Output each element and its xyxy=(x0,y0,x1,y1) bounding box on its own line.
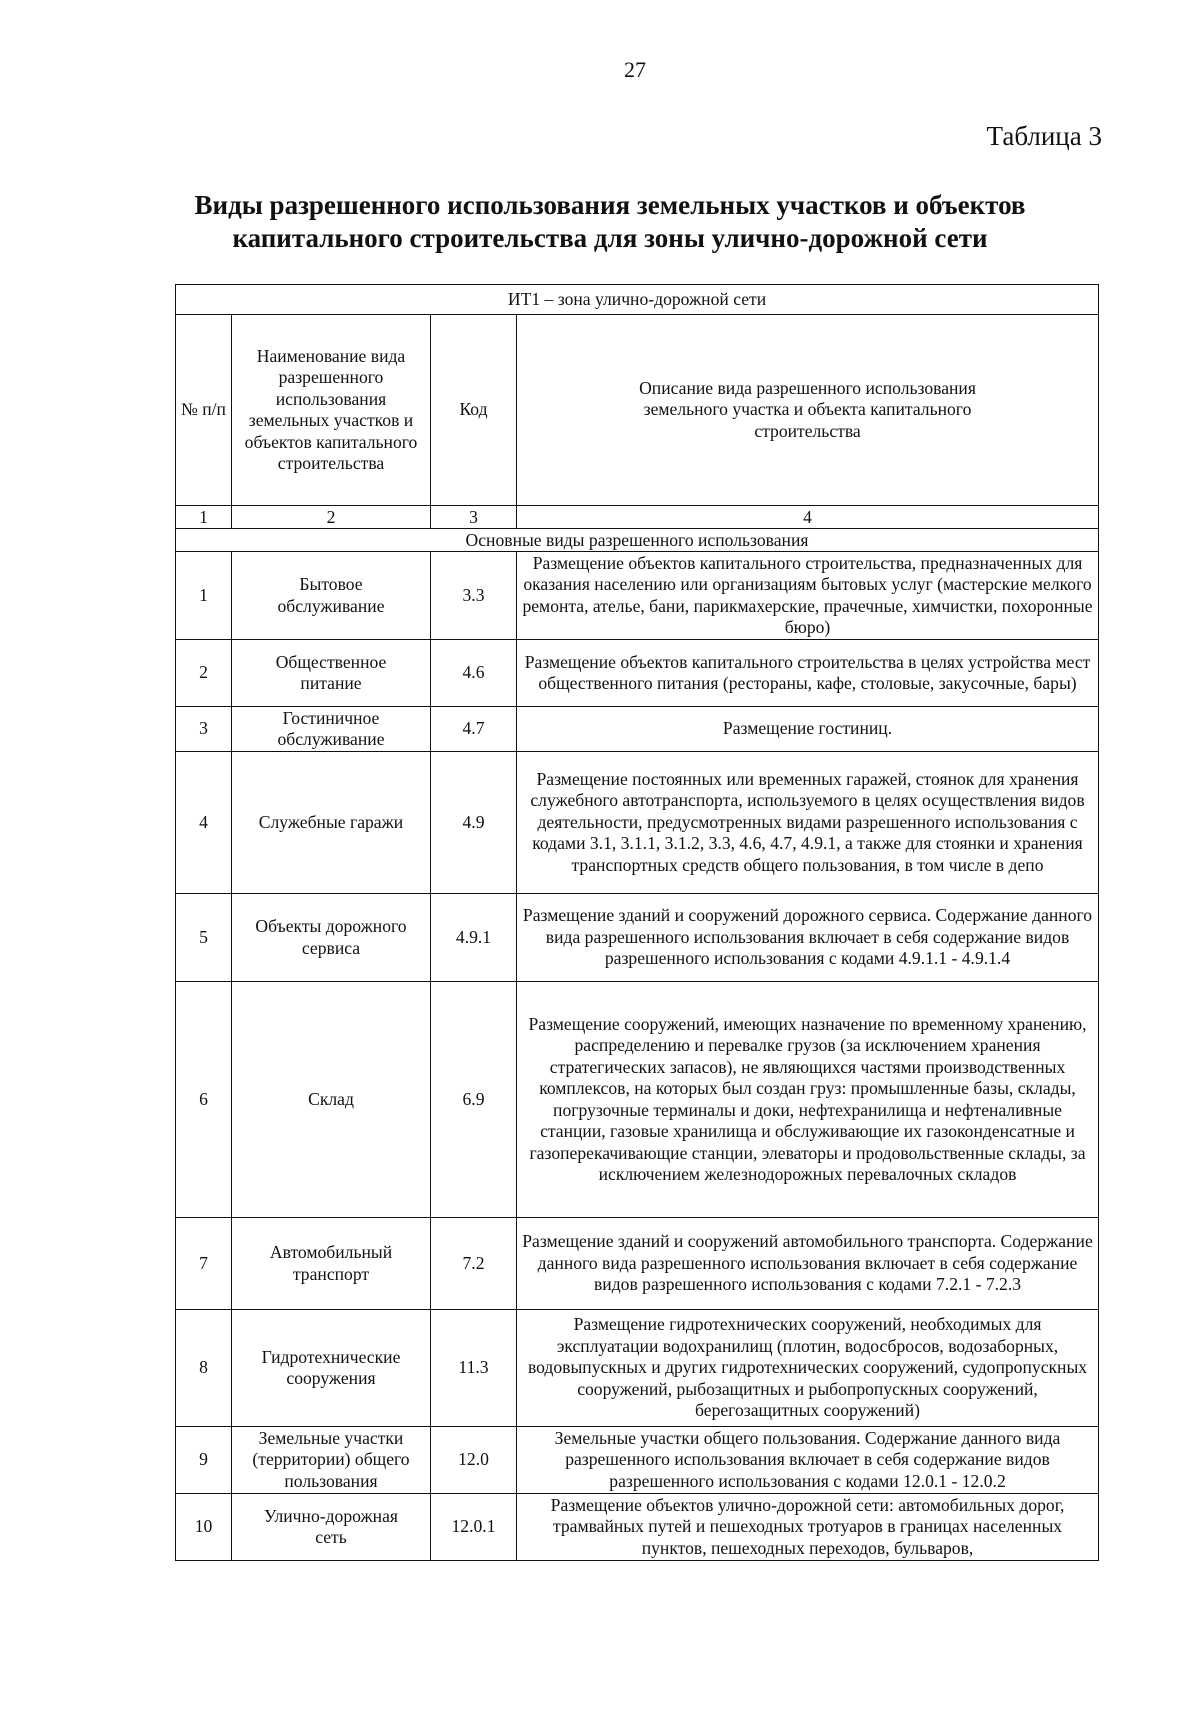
section-title: Основные виды разрешенного использования xyxy=(176,529,1099,552)
row-name: Земельные участки (территории) общего пользования xyxy=(232,1427,431,1494)
row-num: 8 xyxy=(176,1310,232,1427)
row-code: 12.0.1 xyxy=(431,1494,517,1561)
row-name: Общественное питание xyxy=(232,640,431,707)
row-num: 3 xyxy=(176,707,232,752)
row-desc: Размещение зданий и сооружений дорожного сервиса. Содержание данного вида разрешенного использования включает в себя содержание видов разрешенного использования с кодами 4.9.1.1 - 4.9.1.4 xyxy=(517,894,1099,982)
title-line-1: Виды разрешенного использования земельных участков и объектов xyxy=(194,190,1026,220)
table-row xyxy=(176,552,1099,640)
row-desc: Земельные участки общего пользования. Содержание данного вида разрешенного использования включает в себя содержание видов разрешенного использования с кодами 12.0.1 - 12.0.2 xyxy=(517,1427,1099,1494)
table-row xyxy=(176,752,1099,894)
header-num: № п/п xyxy=(176,315,232,506)
table-row xyxy=(176,1427,1099,1494)
table-row xyxy=(176,1310,1099,1427)
row-num: 2 xyxy=(176,640,232,707)
table-label: Таблица 3 xyxy=(986,121,1102,151)
header-code: Код xyxy=(431,315,517,506)
row-code: 4.9.1 xyxy=(431,894,517,982)
row-name: Бытовое обслуживание xyxy=(232,552,431,640)
row-num: 7 xyxy=(176,1218,232,1310)
zone-title: ИТ1 – зона улично-дорожной сети xyxy=(176,285,1099,315)
section-title-row xyxy=(176,529,1099,552)
row-code: 3.3 xyxy=(431,552,517,640)
row-desc: Размещение сооружений, имеющих назначение по временному хранению, распределению и перевалке грузов (за исключением хранения стратегических запасов), не являющихся частями производственных комплексов, на которых был создан груз: промышленные базы, склады, погрузочные терминалы и доки, нефтехранилища и нефтеналивные станции, газовые хранилища и обслуживающие их газоконденсатные и газоперекачивающие станции, элеваторы и продовольственные склады, за исключением железнодорожных перевалочных складов xyxy=(517,982,1099,1218)
table-row xyxy=(176,640,1099,707)
land-use-table xyxy=(175,284,1099,1561)
table-row xyxy=(176,707,1099,752)
header-row xyxy=(176,315,1099,506)
row-desc: Размещение гостиниц. xyxy=(517,707,1099,752)
row-num: 9 xyxy=(176,1427,232,1494)
column-index: 4 xyxy=(517,506,1099,529)
row-name: Склад xyxy=(232,982,431,1218)
table-row xyxy=(176,894,1099,982)
row-name: Улично-дорожная сеть xyxy=(232,1494,431,1561)
row-num: 10 xyxy=(176,1494,232,1561)
header-name: Наименование вида разрешенного использования земельных участков и объектов капитального строительства xyxy=(232,315,431,506)
column-index: 2 xyxy=(232,506,431,529)
page-number: 27 xyxy=(624,57,646,82)
document-title xyxy=(150,189,1070,255)
row-num: 6 xyxy=(176,982,232,1218)
zone-title-row xyxy=(176,285,1099,315)
row-name: Гидротехнические сооружения xyxy=(232,1310,431,1427)
row-desc: Размещение объектов капитального строительства, предназначенных для оказания населению или организациям бытовых услуг (мастерские мелкого ремонта, ателье, бани, парикмахерские, прачечные, химчистки, похоронные бюро) xyxy=(517,552,1099,640)
row-code: 4.6 xyxy=(431,640,517,707)
title-line-2: капитального строительства для зоны улично-дорожной сети xyxy=(232,223,988,253)
header-desc: Описание вида разрешенного использования земельного участка и объекта капитального строительства xyxy=(517,315,1099,506)
row-name: Автомобильный транспорт xyxy=(232,1218,431,1310)
row-code: 4.9 xyxy=(431,752,517,894)
row-name: Объекты дорожного сервиса xyxy=(232,894,431,982)
column-index: 1 xyxy=(176,506,232,529)
row-desc: Размещение объектов капитального строительства в целях устройства мест общественного питания (рестораны, кафе, столовые, закусочные, бары) xyxy=(517,640,1099,707)
row-desc: Размещение гидротехнических сооружений, необходимых для эксплуатации водохранилищ (плотин, водосбросов, водозаборных, водовыпускных и других гидротехнических сооружений, судопропускных сооружений, рыбозащитных и рыбопропускных сооружений, берегозащитных сооружений) xyxy=(517,1310,1099,1427)
row-desc: Размещение постоянных или временных гаражей, стоянок для хранения служебного автотранспорта, используемого в целях осуществления видов деятельности, предусмотренных видами разрешенного использования с кодами 3.1, 3.1.1, 3.1.2, 3.3, 4.6, 4.7, 4.9.1, а также для стоянки и хранения транспортных средств общего пользования, в том числе в депо xyxy=(517,752,1099,894)
table-row xyxy=(176,1218,1099,1310)
row-name: Служебные гаражи xyxy=(232,752,431,894)
row-num: 5 xyxy=(176,894,232,982)
row-code: 4.7 xyxy=(431,707,517,752)
column-index-row xyxy=(176,506,1099,529)
table-row xyxy=(176,1494,1099,1561)
column-index: 3 xyxy=(431,506,517,529)
row-name: Гостиничное обслуживание xyxy=(232,707,431,752)
row-code: 12.0 xyxy=(431,1427,517,1494)
row-desc: Размещение зданий и сооружений автомобильного транспорта. Содержание данного вида разрешенного использования включает в себя содержание видов разрешенного использования с кодами 7.2.1 - 7.2.3 xyxy=(517,1218,1099,1310)
row-desc: Размещение объектов улично-дорожной сети: автомобильных дорог, трамвайных путей и пешеходных тротуаров в границах населенных пунктов, пешеходных переходов, бульваров, xyxy=(517,1494,1099,1561)
row-code: 11.3 xyxy=(431,1310,517,1427)
row-code: 7.2 xyxy=(431,1218,517,1310)
row-code: 6.9 xyxy=(431,982,517,1218)
row-num: 4 xyxy=(176,752,232,894)
row-num: 1 xyxy=(176,552,232,640)
table-row xyxy=(176,982,1099,1218)
